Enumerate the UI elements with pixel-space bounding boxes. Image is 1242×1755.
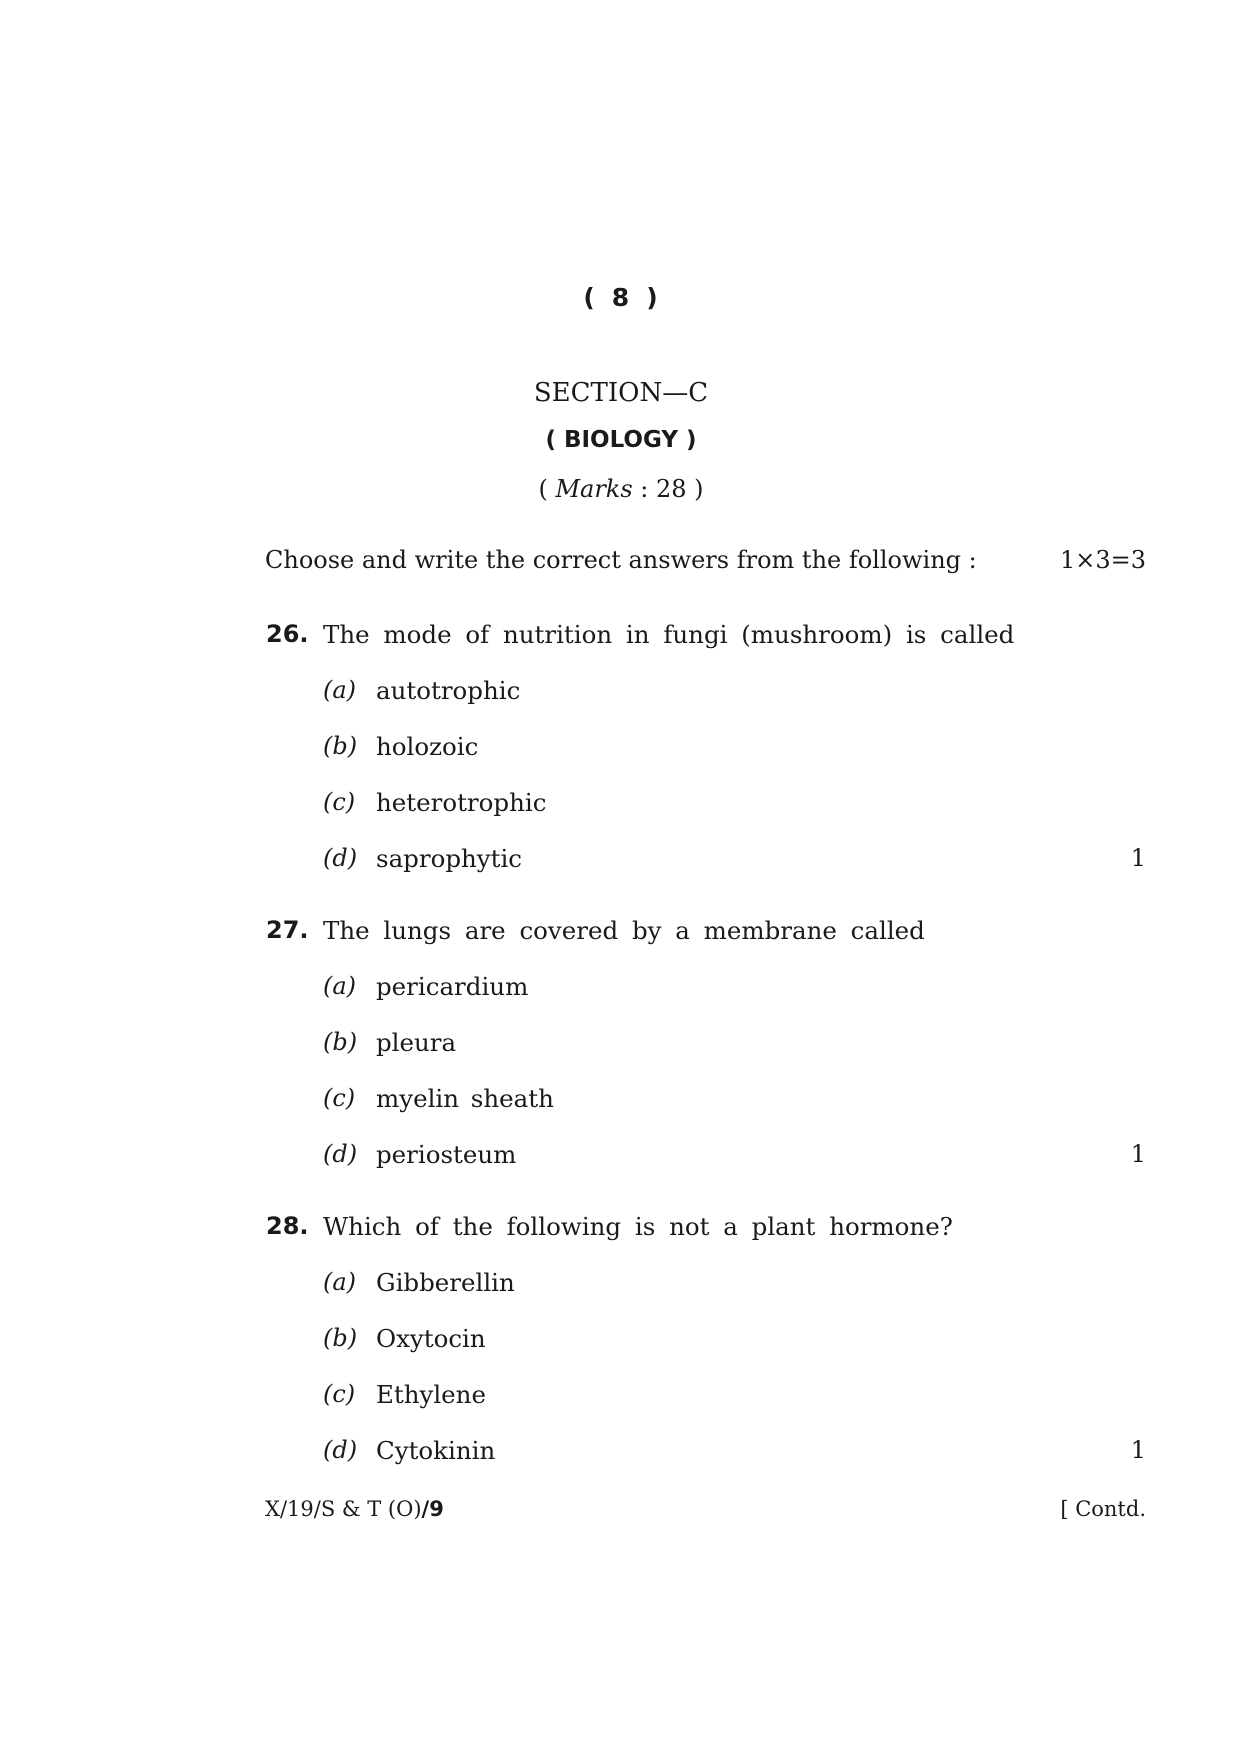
continued-note: [ Contd.: [1060, 1497, 1146, 1521]
option-text: Cytokinin: [376, 1436, 496, 1465]
option-label: (c): [323, 1380, 356, 1408]
option-label: (a): [323, 1268, 357, 1296]
option-text: periosteum: [376, 1140, 517, 1169]
question-text: The lungs are covered by a membrane called: [323, 916, 925, 945]
instruction-text: Choose and write the correct answers from the following :: [265, 546, 977, 574]
option-label: (d): [323, 1436, 358, 1464]
question-text: The mode of nutrition in fungi (mushroom) is called: [323, 620, 1015, 649]
option-text: Oxytocin: [376, 1324, 486, 1353]
option-label: (c): [323, 788, 356, 816]
question-marks: 1: [1130, 1140, 1146, 1168]
section-title: SECTION—C: [533, 378, 709, 408]
question-marks: 1: [1130, 1436, 1146, 1464]
option-text: heterotrophic: [376, 788, 547, 817]
paper-code: X/19/S & T (O)/9: [265, 1497, 444, 1521]
option-label: (a): [323, 972, 357, 1000]
option-label: (b): [323, 1324, 358, 1352]
question-number: 27.: [266, 916, 309, 944]
question-number: 26.: [266, 620, 309, 648]
question-text: Which of the following is not a plant hormone?: [323, 1212, 953, 1241]
option-label: (c): [323, 1084, 356, 1112]
section-marks: ( Marks : 28 ): [538, 475, 704, 503]
option-label: (a): [323, 676, 357, 704]
option-text: myelin sheath: [376, 1084, 554, 1113]
question-marks: 1: [1130, 844, 1146, 872]
option-text: saprophytic: [376, 844, 523, 873]
option-text: Gibberellin: [376, 1268, 515, 1297]
option-label: (d): [323, 844, 358, 872]
option-label: (b): [323, 1028, 358, 1056]
question-number: 28.: [266, 1212, 309, 1240]
section-subject: ( BIOLOGY ): [545, 427, 697, 453]
option-text: holozoic: [376, 732, 479, 761]
page-number: ( 8 ): [583, 283, 659, 312]
option-label: (b): [323, 732, 358, 760]
option-label: (d): [323, 1140, 358, 1168]
instruction-marks: 1×3=3: [1059, 546, 1146, 574]
option-text: Ethylene: [376, 1380, 486, 1409]
option-text: pleura: [376, 1028, 457, 1057]
option-text: pericardium: [376, 972, 529, 1001]
option-text: autotrophic: [376, 676, 521, 705]
